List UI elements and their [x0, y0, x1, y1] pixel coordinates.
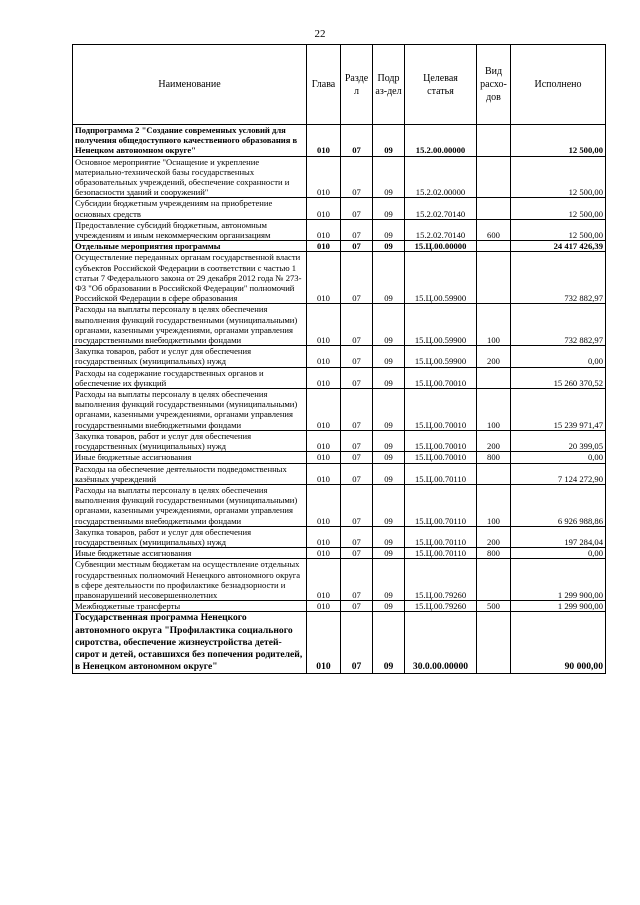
row-razdel: 07	[341, 526, 373, 547]
header-vid: Вид расхо- дов	[477, 45, 511, 125]
row-target: 30.0.00.00000	[405, 612, 477, 674]
row-podrazdel: 09	[373, 156, 405, 198]
page-number: 22	[314, 28, 326, 40]
row-podrazdel: 09	[373, 252, 405, 304]
row-razdel: 07	[341, 612, 373, 674]
row-glava: 010	[307, 452, 341, 463]
row-podrazdel: 09	[373, 559, 405, 601]
row-name: Расходы на содержание государственных органов и обеспечение их функций	[73, 367, 307, 388]
row-glava: 010	[307, 241, 341, 252]
row-glava: 010	[307, 430, 341, 451]
row-vid	[477, 463, 511, 484]
row-vid: 600	[477, 219, 511, 240]
row-podrazdel: 09	[373, 367, 405, 388]
row-name: Осуществление переданных органам государственной власти субъектов Российской Федерации в соответствии с частью 1 статьи 7 Федерального закона от 29 декабря 2012 года № 273-ФЗ "Об образовании в Российской Федерации" полномочий Российской Федерации в сфере образования	[73, 252, 307, 304]
row-amount: 1 299 900,00	[511, 601, 606, 612]
row-glava: 010	[307, 346, 341, 367]
row-vid: 100	[477, 484, 511, 526]
row-razdel: 07	[341, 389, 373, 431]
row-amount: 732 882,97	[511, 252, 606, 304]
row-target: 15.Ц.00.59900	[405, 252, 477, 304]
table-body	[73, 125, 606, 674]
row-amount: 732 882,97	[511, 304, 606, 346]
row-target: 15.Ц.00.70010	[405, 430, 477, 451]
row-razdel: 07	[341, 452, 373, 463]
row-name: Расходы на выплаты персоналу в целях обеспечения выполнения функций государственными (муниципальными) органами, казенными учреждениями, органами управления государственными внебюджетными фондами	[73, 389, 307, 431]
row-razdel: 07	[341, 463, 373, 484]
row-vid: 200	[477, 346, 511, 367]
row-name: Расходы на выплаты персоналу в целях обеспечения выполнения функций государственными (муниципальными) органами, казенными учреждениями, органами управления государственными внебюджетными фондами	[73, 484, 307, 526]
row-vid	[477, 198, 511, 219]
table-row	[73, 452, 606, 463]
table-row	[73, 559, 606, 601]
row-target: 15.Ц.00.70110	[405, 548, 477, 559]
row-name: Предоставление субсидий бюджетным, автономным учреждениям и иным некоммерческим организациям	[73, 219, 307, 240]
row-amount: 197 284,04	[511, 526, 606, 547]
table-row	[73, 484, 606, 526]
row-podrazdel: 09	[373, 526, 405, 547]
row-amount: 12 500,00	[511, 198, 606, 219]
row-glava: 010	[307, 389, 341, 431]
row-razdel: 07	[341, 430, 373, 451]
row-razdel: 07	[341, 252, 373, 304]
table-row	[73, 430, 606, 451]
row-amount: 12 500,00	[511, 156, 606, 198]
row-glava: 010	[307, 125, 341, 157]
row-amount: 12 500,00	[511, 125, 606, 157]
row-amount: 0,00	[511, 548, 606, 559]
table-row	[73, 548, 606, 559]
row-target: 15.Ц.00.70110	[405, 484, 477, 526]
row-razdel: 07	[341, 601, 373, 612]
table-row	[73, 252, 606, 304]
row-podrazdel: 09	[373, 389, 405, 431]
table-row	[73, 241, 606, 252]
row-podrazdel: 09	[373, 219, 405, 240]
table-row	[73, 601, 606, 612]
row-glava: 010	[307, 559, 341, 601]
row-target: 15.2.02.70140	[405, 219, 477, 240]
row-glava: 010	[307, 198, 341, 219]
row-target: 15.Ц.00.70110	[405, 463, 477, 484]
row-vid: 500	[477, 601, 511, 612]
row-vid: 100	[477, 389, 511, 431]
row-amount: 15 239 971,47	[511, 389, 606, 431]
row-glava: 010	[307, 463, 341, 484]
row-podrazdel: 09	[373, 346, 405, 367]
row-name: Межбюджетные трансферты	[73, 601, 307, 612]
row-amount: 12 500,00	[511, 219, 606, 240]
row-name: Государственная программа Ненецкого автономного округа "Профилактика социального сиротства, обеспечение жизнеустройства детей-сирот и детей, оставшихся без попечения родителей, в Ненецком автономном округе"	[73, 612, 307, 674]
row-name: Закупка товаров, работ и услуг для обеспечения государственных (муниципальных) нужд	[73, 346, 307, 367]
row-name: Отдельные мероприятия программы	[73, 241, 307, 252]
row-podrazdel: 09	[373, 463, 405, 484]
header-name: Наименование	[73, 45, 307, 125]
row-name: Основное мероприятие "Оснащение и укрепление материально-технической базы государственных образовательных учреждений, обеспечение сохранности и безопасности зданий и сооружений"	[73, 156, 307, 198]
row-name: Субсидии бюджетным учреждениям на приобретение основных средств	[73, 198, 307, 219]
row-amount: 0,00	[511, 346, 606, 367]
row-amount: 1 299 900,00	[511, 559, 606, 601]
row-glava: 010	[307, 367, 341, 388]
row-glava: 010	[307, 484, 341, 526]
row-name: Закупка товаров, работ и услуг для обеспечения государственных (муниципальных) нужд	[73, 526, 307, 547]
header-target: Целевая статья	[405, 45, 477, 125]
row-amount: 7 124 272,90	[511, 463, 606, 484]
row-podrazdel: 09	[373, 612, 405, 674]
row-podrazdel: 09	[373, 198, 405, 219]
row-amount: 15 260 370,52	[511, 367, 606, 388]
row-razdel: 07	[341, 241, 373, 252]
row-glava: 010	[307, 548, 341, 559]
row-razdel: 07	[341, 367, 373, 388]
table-header-row	[73, 45, 606, 125]
row-target: 15.2.02.70140	[405, 198, 477, 219]
row-target: 15.Ц.00.59900	[405, 304, 477, 346]
budget-table	[72, 44, 606, 674]
row-vid: 200	[477, 430, 511, 451]
row-name: Подпрограмма 2 "Создание современных условий для получения общедоступного качественного образования в Ненецком автономном округе"	[73, 125, 307, 157]
row-razdel: 07	[341, 219, 373, 240]
table-row	[73, 125, 606, 157]
row-name: Расходы на выплаты персоналу в целях обеспечения выполнения функций государственными (муниципальными) органами, казенными учреждениями, органами управления государственными внебюджетными фондами	[73, 304, 307, 346]
row-name: Иные бюджетные ассигнования	[73, 548, 307, 559]
row-podrazdel: 09	[373, 430, 405, 451]
row-vid: 100	[477, 304, 511, 346]
table-row	[73, 612, 606, 674]
table-row	[73, 198, 606, 219]
row-podrazdel: 09	[373, 304, 405, 346]
row-razdel: 07	[341, 548, 373, 559]
row-glava: 010	[307, 601, 341, 612]
row-razdel: 07	[341, 198, 373, 219]
row-vid	[477, 156, 511, 198]
row-vid	[477, 612, 511, 674]
row-razdel: 07	[341, 559, 373, 601]
row-glava: 010	[307, 219, 341, 240]
row-glava: 010	[307, 156, 341, 198]
table-row	[73, 346, 606, 367]
row-name: Иные бюджетные ассигнования	[73, 452, 307, 463]
row-target: 15.Ц.00.70110	[405, 526, 477, 547]
row-vid	[477, 241, 511, 252]
row-razdel: 07	[341, 484, 373, 526]
table-row	[73, 367, 606, 388]
row-podrazdel: 09	[373, 452, 405, 463]
row-target: 15.2.02.00000	[405, 156, 477, 198]
table-row	[73, 389, 606, 431]
row-razdel: 07	[341, 125, 373, 157]
row-glava: 010	[307, 612, 341, 674]
row-amount: 90 000,00	[511, 612, 606, 674]
table-row	[73, 526, 606, 547]
row-amount: 0,00	[511, 452, 606, 463]
row-target: 15.Ц.00.00000	[405, 241, 477, 252]
row-target: 15.Ц.00.70010	[405, 389, 477, 431]
row-razdel: 07	[341, 304, 373, 346]
row-target: 15.Ц.00.59900	[405, 346, 477, 367]
row-vid: 800	[477, 548, 511, 559]
row-vid	[477, 559, 511, 601]
row-podrazdel: 09	[373, 601, 405, 612]
header-razdel: Разде л	[341, 45, 373, 125]
row-glava: 010	[307, 526, 341, 547]
row-target: 15.2.00.00000	[405, 125, 477, 157]
row-target: 15.Ц.00.70010	[405, 452, 477, 463]
row-vid	[477, 125, 511, 157]
row-target: 15.Ц.00.79260	[405, 601, 477, 612]
row-vid: 200	[477, 526, 511, 547]
table-row	[73, 156, 606, 198]
table-row	[73, 219, 606, 240]
row-podrazdel: 09	[373, 484, 405, 526]
row-amount: 20 399,05	[511, 430, 606, 451]
row-amount: 24 417 426,39	[511, 241, 606, 252]
row-podrazdel: 09	[373, 548, 405, 559]
row-name: Расходы на обеспечение деятельности подведомственных казённых учреждений	[73, 463, 307, 484]
header-done: Исполнено	[511, 45, 606, 125]
row-amount: 6 926 988,86	[511, 484, 606, 526]
header-glava: Глава	[307, 45, 341, 125]
table-row	[73, 463, 606, 484]
row-glava: 010	[307, 252, 341, 304]
row-vid	[477, 252, 511, 304]
row-razdel: 07	[341, 346, 373, 367]
row-target: 15.Ц.00.79260	[405, 559, 477, 601]
row-name: Закупка товаров, работ и услуг для обеспечения государственных (муниципальных) нужд	[73, 430, 307, 451]
row-podrazdel: 09	[373, 125, 405, 157]
row-podrazdel: 09	[373, 241, 405, 252]
row-razdel: 07	[341, 156, 373, 198]
table-row	[73, 304, 606, 346]
row-target: 15.Ц.00.70010	[405, 367, 477, 388]
row-vid	[477, 367, 511, 388]
header-podrazdel: Подр aз-дел	[373, 45, 405, 125]
row-name: Субвенции местным бюджетам на осуществление отдельных государственных полномочий Ненецкого автономного округа в сфере деятельности по профилактике безнадзорности и правонарушений несовершеннолетних	[73, 559, 307, 601]
row-vid: 800	[477, 452, 511, 463]
row-glava: 010	[307, 304, 341, 346]
